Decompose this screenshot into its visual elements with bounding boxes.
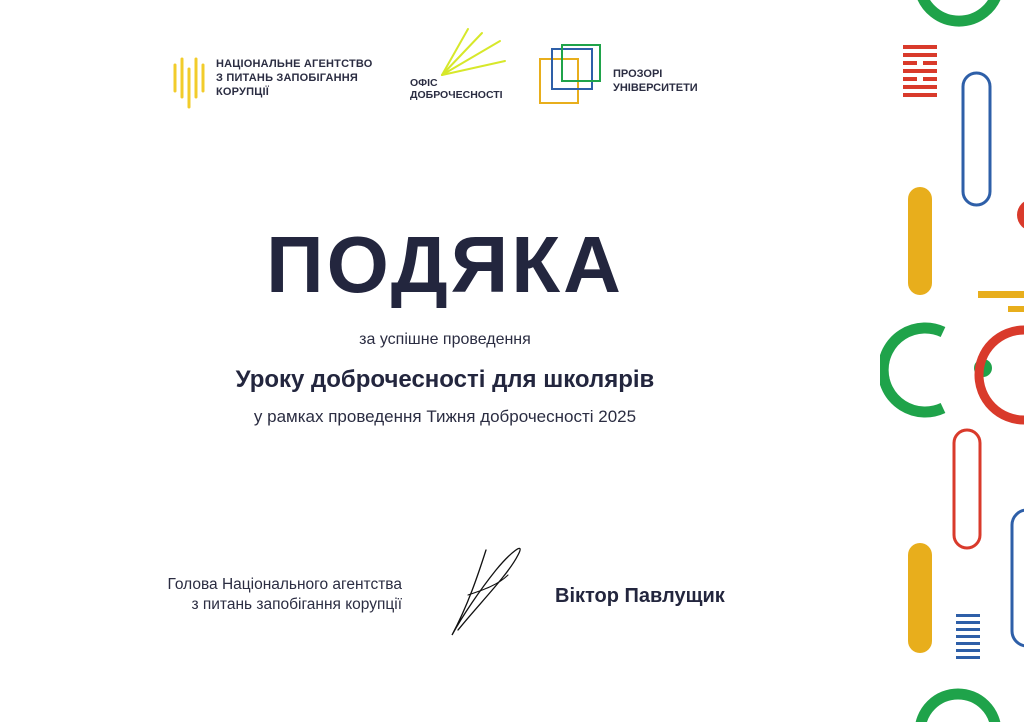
yellow-bar-small-icon xyxy=(1008,306,1024,312)
transparent-universities-logo xyxy=(538,43,718,113)
certificate-line-3: у рамках проведення Тижня доброчесності 2025 xyxy=(253,407,637,426)
green-arc-icon xyxy=(883,328,943,412)
yellow-pill-lower-icon xyxy=(908,543,932,653)
signature-image xyxy=(438,535,538,645)
yellow-bar-icon xyxy=(978,291,1024,298)
certificate-title: ПОДЯКА xyxy=(266,220,624,309)
decorative-shapes xyxy=(880,0,1024,722)
red-pill-icon xyxy=(954,430,980,548)
certificate-line-1: за успішне проведення xyxy=(359,331,531,348)
naz-emblem-icon xyxy=(172,55,208,109)
signatory-name: Віктор Павлущик xyxy=(555,585,725,607)
logos-header xyxy=(0,0,880,130)
certificate-line-2: Уроку доброчесності для школярів xyxy=(235,366,655,393)
blue-pill-right-icon xyxy=(1012,510,1024,646)
naz-logo xyxy=(172,55,391,109)
blue-pill-icon xyxy=(963,73,990,205)
green-arc-top-icon xyxy=(920,0,998,21)
blue-stripes-icon xyxy=(956,614,980,659)
red-stripes-icon xyxy=(903,45,937,97)
office-logo-text: ОФІС ДОБРОЧЕСНОСТІ xyxy=(410,77,503,101)
green-arc-bottom-icon xyxy=(920,694,996,722)
yellow-pill-icon xyxy=(908,187,932,295)
office-rays-icon xyxy=(410,27,510,77)
naz-logo-text: НАЦІОНАЛЬНЕ АГЕНТСТВО З ПИТАНЬ ЗАПОБІГАННЯ КОРУПЦІЇ xyxy=(216,58,373,98)
overlapping-squares-icon xyxy=(538,43,608,113)
red-circle-icon xyxy=(1017,199,1024,231)
transparent-universities-text: ПРОЗОРІ УНІВЕРСИТЕТИ xyxy=(613,68,698,94)
signatory-role: Голова Національного агентства з питань запобігання корупції xyxy=(167,576,402,613)
office-logo xyxy=(410,27,510,102)
